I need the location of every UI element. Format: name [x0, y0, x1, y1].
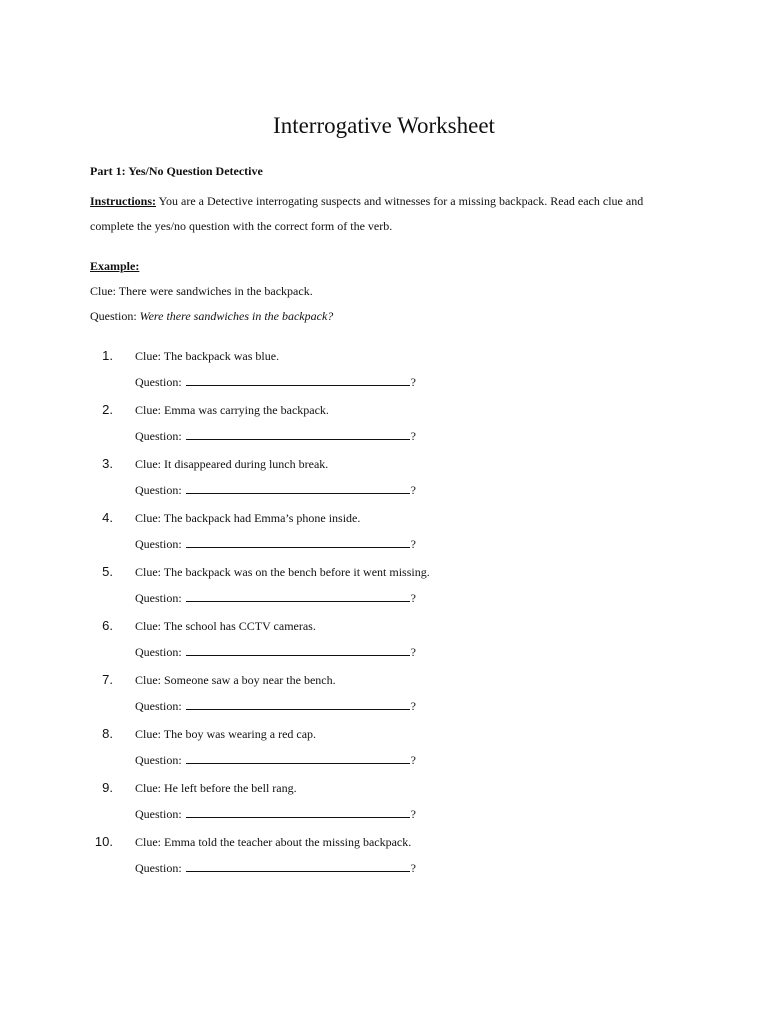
item-number: 8.: [102, 726, 113, 741]
example-question-label: Question:: [90, 309, 140, 323]
item-question: [135, 536, 416, 552]
item-question: [135, 644, 416, 660]
question-mark: ?: [410, 537, 416, 551]
item-question: [135, 374, 416, 390]
answer-blank[interactable]: [186, 698, 410, 710]
example-clue: Clue: There were sandwiches in the backpack.: [90, 284, 313, 298]
answer-blank[interactable]: [186, 428, 410, 440]
list-item: [90, 506, 690, 560]
list-item: [90, 452, 690, 506]
instructions-label: Instructions:: [90, 194, 157, 208]
item-number: 2.: [102, 402, 113, 417]
item-question: [135, 590, 416, 606]
item-question: [135, 428, 416, 444]
item-clue: Clue: Emma was carrying the backpack.: [135, 403, 329, 417]
item-clue: Clue: The backpack was on the bench before it went missing.: [135, 565, 430, 579]
answer-blank[interactable]: [186, 374, 410, 386]
item-clue: Clue: Emma told the teacher about the missing backpack.: [135, 835, 412, 849]
answer-blank[interactable]: [186, 644, 410, 656]
item-question: [135, 752, 416, 768]
question-label: Question:: [135, 699, 182, 713]
question-label: Question:: [135, 645, 182, 659]
item-clue: Clue: The backpack had Emma’s phone inside.: [135, 511, 361, 525]
answer-blank[interactable]: [186, 806, 410, 818]
item-clue: Clue: Someone saw a boy near the bench.: [135, 673, 336, 687]
example-heading: Example:: [90, 259, 140, 273]
item-question: [135, 806, 416, 822]
item-number: 9.: [102, 780, 113, 795]
question-label: Question:: [135, 591, 182, 605]
answer-blank[interactable]: [186, 482, 410, 494]
question-mark: ?: [410, 429, 416, 443]
item-number: 7.: [102, 672, 113, 687]
question-mark: ?: [410, 861, 416, 875]
list-item: [90, 776, 690, 830]
item-clue: Clue: He left before the bell rang.: [135, 781, 297, 795]
list-item: [90, 830, 690, 884]
question-label: Question:: [135, 483, 182, 497]
list-item: [90, 668, 690, 722]
question-mark: ?: [410, 807, 416, 821]
question-label: Question:: [135, 861, 182, 875]
question-mark: ?: [410, 375, 416, 389]
item-number: 10.: [94, 834, 113, 849]
question-mark: ?: [410, 753, 416, 767]
item-number: 4.: [102, 510, 113, 525]
list-item: [90, 398, 690, 452]
item-clue: Clue: It disappeared during lunch break.: [135, 457, 329, 471]
answer-blank[interactable]: [186, 752, 410, 764]
item-clue: Clue: The boy was wearing a red cap.: [135, 727, 317, 741]
page-title: Interrogative Worksheet: [273, 113, 495, 138]
instructions-text: You are a Detective interrogating suspects and witnesses for a missing backpack. Read each clue and complete the yes/no question with the correct form of the verb.: [90, 194, 644, 233]
example-question-answer: Were there sandwiches in the backpack?: [139, 309, 334, 323]
item-number: 5.: [102, 564, 113, 579]
question-label: Question:: [135, 807, 182, 821]
question-mark: ?: [410, 645, 416, 659]
instructions: [90, 189, 680, 239]
answer-blank[interactable]: [186, 536, 410, 548]
example-question: [90, 308, 333, 324]
question-mark: ?: [410, 699, 416, 713]
item-number: 6.: [102, 618, 113, 633]
question-label: Question:: [135, 537, 182, 551]
list-item: [90, 722, 690, 776]
part1-heading: Part 1: Yes/No Question Detective: [90, 164, 263, 178]
list-item: [90, 614, 690, 668]
question-mark: ?: [410, 483, 416, 497]
item-number: 1.: [102, 348, 113, 363]
item-number: 3.: [102, 456, 113, 471]
question-mark: ?: [410, 591, 416, 605]
list-item: [90, 560, 690, 614]
item-question: [135, 698, 416, 714]
question-list: [90, 344, 690, 884]
question-label: Question:: [135, 753, 182, 767]
answer-blank[interactable]: [186, 860, 410, 872]
question-label: Question:: [135, 375, 182, 389]
item-clue: Clue: The school has CCTV cameras.: [135, 619, 316, 633]
list-item: [90, 344, 690, 398]
item-clue: Clue: The backpack was blue.: [135, 349, 280, 363]
answer-blank[interactable]: [186, 590, 410, 602]
item-question: [135, 482, 416, 498]
question-label: Question:: [135, 429, 182, 443]
item-question: [135, 860, 416, 876]
